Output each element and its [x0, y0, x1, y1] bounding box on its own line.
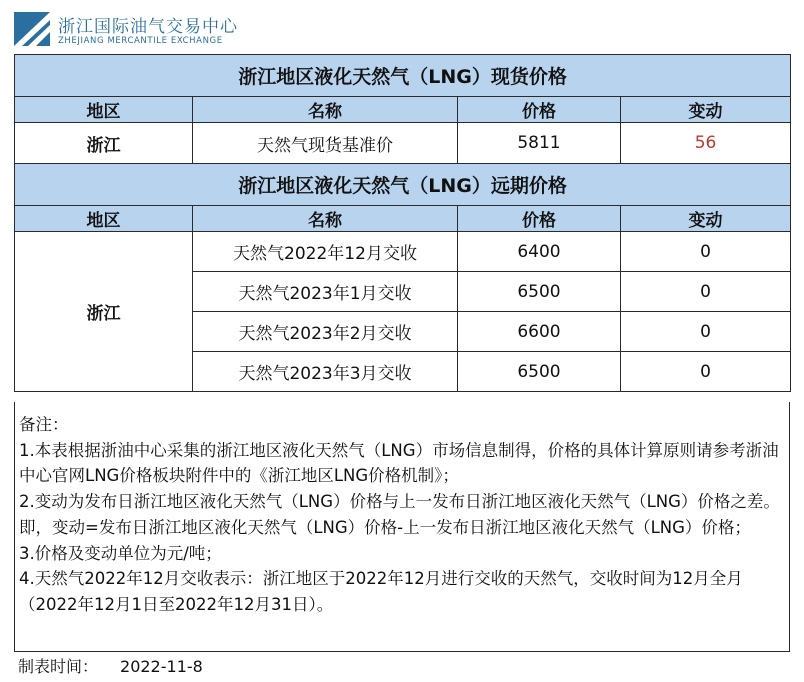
name-cell: 天然气2023年3月交收 — [193, 352, 458, 392]
column-header-price: 价格 — [458, 97, 621, 123]
notes-title: 备注： — [19, 415, 69, 434]
lng-price-table — [14, 54, 791, 392]
table-row — [15, 123, 791, 164]
column-header-region: 地区 — [15, 206, 193, 232]
price-cell: 6500 — [458, 272, 621, 312]
change-cell: 0 — [621, 312, 791, 352]
column-header-change: 变动 — [621, 206, 791, 232]
price-cell: 6500 — [458, 352, 621, 392]
change-cell: 0 — [621, 272, 791, 312]
name-cell: 天然气2022年12月交收 — [193, 232, 458, 272]
org-name-en: ZHEJIANG MERCANTILE EXCHANGE — [58, 36, 223, 46]
footer-date: 2022-11-8 — [120, 657, 203, 676]
column-header-name: 名称 — [193, 206, 458, 232]
price-cell: 6600 — [458, 312, 621, 352]
notes-box — [14, 402, 790, 652]
note-item: 4.天然气2022年12月交收表示：浙江地区于2022年12月进行交收的天然气，交收时间为12月全月（2022年12月1日至2022年12月31日）。 — [19, 569, 743, 614]
name-cell: 天然气现货基准价 — [193, 123, 458, 164]
spot-price-title: 浙江地区液化天然气（LNG）现货价格 — [15, 55, 791, 97]
page-header — [14, 10, 414, 50]
region-cell: 浙江 — [15, 232, 193, 392]
column-header-name: 名称 — [193, 97, 458, 123]
name-cell: 天然气2023年1月交收 — [193, 272, 458, 312]
footer — [18, 654, 225, 677]
column-header-change: 变动 — [621, 97, 791, 123]
zme-logo-icon — [14, 12, 50, 46]
change-cell: 0 — [621, 352, 791, 392]
change-cell: 0 — [621, 232, 791, 272]
note-item: 1.本表根据浙油中心采集的浙江地区液化天然气（LNG）市场信息制得，价格的具体计算原则请参考浙油中心官网LNG价格板块附件中的《浙江地区LNG价格机制》； — [19, 440, 779, 486]
column-header-price: 价格 — [458, 206, 621, 232]
table-row — [15, 232, 791, 272]
note-item: 3.价格及变动单位为元/吨； — [19, 543, 222, 563]
org-name-cn: 浙江国际油气交易中心 — [58, 17, 238, 37]
region-cell: 浙江 — [15, 123, 193, 164]
change-cell: 56 — [621, 123, 791, 164]
name-cell: 天然气2023年2月交收 — [193, 312, 458, 352]
note-item: 2.变动为发布日浙江地区液化天然气（LNG）价格与上一发布日浙江地区液化天然气（LNG）价格之差。即，变动=发布日浙江地区液化天然气（LNG）价格-上一发布日浙江地区液化天然气（LNG）价格； — [19, 492, 780, 537]
forward-header-row — [15, 206, 791, 232]
forward-price-title: 浙江地区液化天然气（LNG）远期价格 — [15, 164, 791, 206]
price-cell: 6400 — [458, 232, 621, 272]
footer-label: 制表时间： — [18, 657, 99, 676]
price-cell: 5811 — [458, 123, 621, 164]
column-header-region: 地区 — [15, 97, 193, 123]
spot-header-row — [15, 97, 791, 123]
